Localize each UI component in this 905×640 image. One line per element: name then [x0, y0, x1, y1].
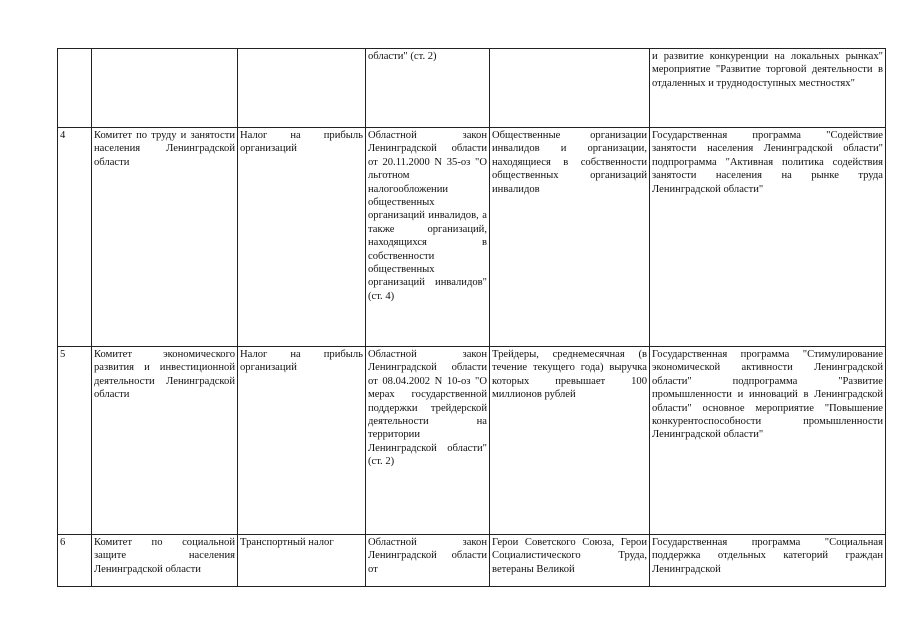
program-cell: Государственная программа "Стимулирование экономической активности Ленинградской области" подпрограмма "Развитие промышленности и инноваций в Ленинградской области" основное мероприятие "Повышение конкурентоспособности промышленности Ленинградской области": [650, 347, 886, 535]
row-number: 4: [58, 128, 92, 347]
tax-cell: [238, 49, 366, 128]
table-row: [58, 347, 886, 535]
tax-cell: Налог на прибыль организаций: [238, 128, 366, 347]
law-cell: Областной закон Ленинградской области от 20.11.2000 N 35-оз "О льготном налогообложении общественных организаций инвалидов, а также организаций, находящихся в собственности общественных организаций инвалидов" (ст. 4): [366, 128, 490, 347]
row-number: [58, 49, 92, 128]
tax-cell: Транспортный налог: [238, 535, 366, 587]
law-cell: области" (ст. 2): [366, 49, 490, 128]
category-cell: Герои Советского Союза, Герои Социалистического Труда, ветераны Великой: [490, 535, 650, 587]
category-cell: [490, 49, 650, 128]
executor-cell: [92, 49, 238, 128]
category-cell: Трейдеры, среднемесячная (в течение текущего года) выручка которых превышает 100 миллионов рублей: [490, 347, 650, 535]
executor-cell: Комитет по труду и занятости населения Ленинградской области: [92, 128, 238, 347]
law-cell: Областной закон Ленинградской области от: [366, 535, 490, 587]
program-cell: Государственная программа "Социальная поддержка отдельных категорий граждан Ленинградской: [650, 535, 886, 587]
program-cell: Государственная программа "Содействие занятости населения Ленинградской области" подпрограмма "Активная политика содействия занятости населения на рынке труда Ленинградской области": [650, 128, 886, 347]
executor-cell: Комитет экономического развития и инвестиционной деятельности Ленинградской области: [92, 347, 238, 535]
tax-benefits-table: [57, 48, 886, 587]
table-row: [58, 128, 886, 347]
tax-cell: Налог на прибыль организаций: [238, 347, 366, 535]
table-row: [58, 49, 886, 128]
table-row: [58, 535, 886, 587]
row-number: 6: [58, 535, 92, 587]
category-cell: Общественные организации инвалидов и организации, находящиеся в собственности общественных организаций инвалидов: [490, 128, 650, 347]
law-cell: Областной закон Ленинградской области от 08.04.2002 N 10-оз "О мерах государственной поддержки трейдерской деятельности на территории Ленинградской области" (ст. 2): [366, 347, 490, 535]
program-cell: и развитие конкуренции на локальных рынках" мероприятие "Развитие торговой деятельности в отдаленных и труднодоступных местностях": [650, 49, 886, 128]
executor-cell: Комитет по социальной защите населения Ленинградской области: [92, 535, 238, 587]
row-number: 5: [58, 347, 92, 535]
